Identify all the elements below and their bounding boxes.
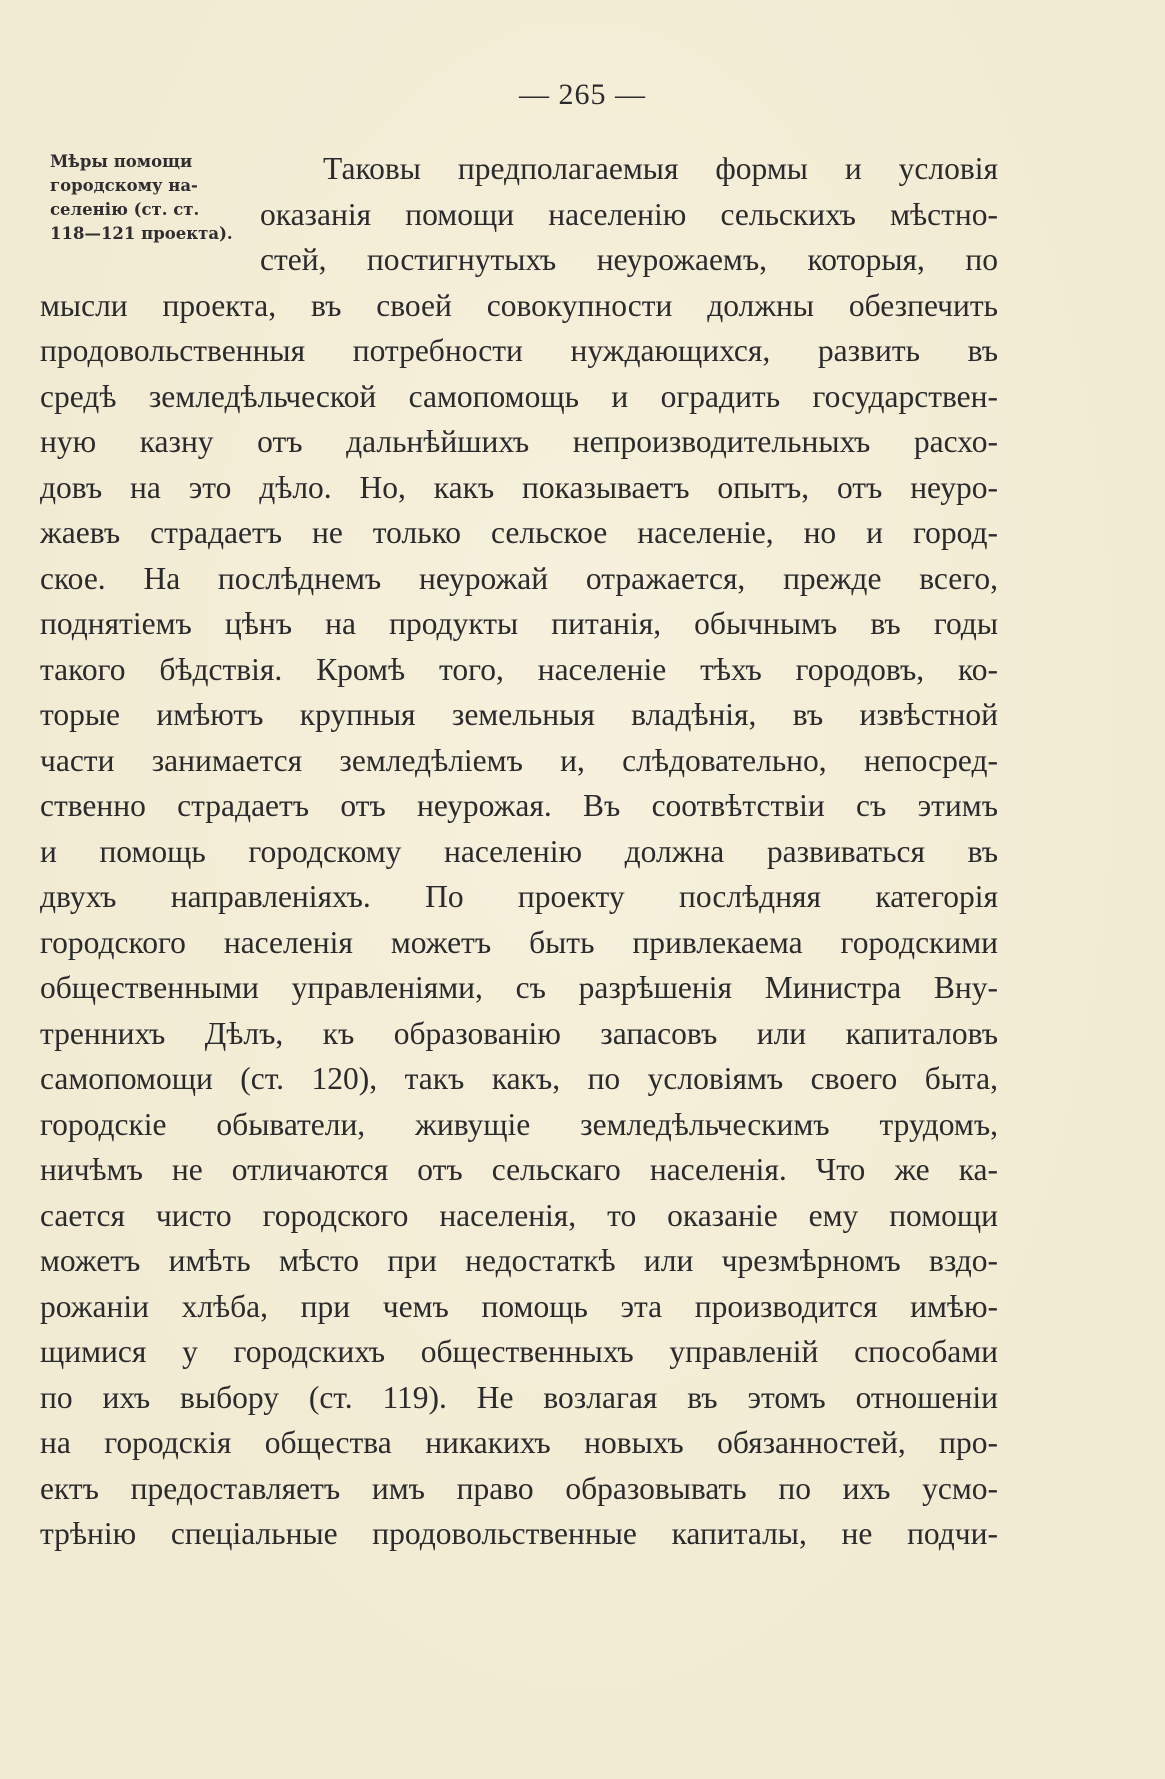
text-line: Таковы предполагаемыя формы и условія <box>323 151 998 186</box>
text-line: двухъ направленіяхъ. По проекту послѣдняя категорія <box>40 879 998 914</box>
text-line: жаевъ страдаетъ не только сельское населеніе, но и город- <box>40 515 998 550</box>
text-line: сается чисто городского населенія, то оказаніе ему помощи <box>40 1197 998 1233</box>
text-line: ничѣмъ не отличаются отъ сельскаго населенія. Что же ка- <box>40 1152 998 1187</box>
text-line: части занимается земледѣліемъ и, слѣдовательно, непосред- <box>40 742 998 778</box>
text-line: городскіе обыватели, живущіе земледѣльческимъ трудомъ, <box>40 1106 998 1142</box>
text-line: ское. На послѣднемъ неурожай отражается, прежде всего, <box>40 560 998 596</box>
text-line: ную казну отъ дальнѣйшихъ непроизводительныхъ расхо- <box>40 424 998 459</box>
text-line: рожаніи хлѣба, при чемъ помощь эта производится имѣю- <box>40 1288 998 1324</box>
page-number: — 265 — <box>519 78 646 111</box>
margin-note-line: городскому на- <box>50 176 198 195</box>
text-line: такого бѣдствія. Кромѣ того, населеніе тѣхъ городовъ, ко- <box>40 651 998 687</box>
text-line: поднятіемъ цѣнъ на продукты питанія, обычнымъ въ годы <box>40 606 998 641</box>
text-line: стей, постигнутыхъ неурожаемъ, которыя, по <box>260 242 998 277</box>
margin-note-line: селенію (ст. ст. <box>50 200 200 219</box>
text-line: ственно страдаетъ отъ неурожая. Въ соотвѣтствіи съ этимъ <box>40 788 998 823</box>
text-line: мысли проекта, въ своей совокупности должны обезпечить <box>40 287 998 323</box>
text-line: продовольственныя потребности нуждающихся, развить въ <box>40 333 998 368</box>
text-line: довъ на это дѣло. Но, какъ показываетъ опытъ, отъ неуро- <box>40 469 998 505</box>
text-line: средѣ земледѣльческой самопомощь и оградить государствен- <box>40 378 998 414</box>
text-line: щимися у городскихъ общественныхъ управленій способами <box>40 1334 998 1369</box>
text-line: трѣнію спеціальные продовольственные капиталы, не подчи- <box>40 1516 998 1551</box>
text-line: и помощь городскому населенію должна развиваться въ <box>40 833 998 869</box>
text-line: можетъ имѣть мѣсто при недостаткѣ или чрезмѣрномъ вздо- <box>40 1243 998 1278</box>
text-line: по ихъ выбору (ст. 119). Не возлагая въ этомъ отношеніи <box>40 1379 998 1415</box>
text-line: треннихъ Дѣлъ, къ образованію запасовъ или капиталовъ <box>40 1015 998 1051</box>
text-line: городского населенія можетъ быть привлекаема городскими <box>40 924 998 960</box>
text-line: на городскія общества никакихъ новыхъ обязанностей, про- <box>40 1425 998 1460</box>
text-line: торые имѣютъ крупныя земельныя владѣнія, въ извѣстной <box>40 697 998 732</box>
margin-note-line: Мѣры помощи <box>50 152 193 171</box>
text-line: ектъ предоставляетъ имъ право образовывать по ихъ усмо- <box>40 1470 998 1506</box>
text-line: оказанія помощи населенію сельскихъ мѣстно- <box>260 196 998 232</box>
margin-note-line: 118—121 проекта). <box>50 224 233 243</box>
text-line: самопомощи (ст. 120), такъ какъ, по условіямъ своего быта, <box>40 1061 998 1096</box>
body-text <box>40 146 998 1557</box>
text-line: общественными управленіями, съ разрѣшенія Министра Вну- <box>40 970 998 1005</box>
